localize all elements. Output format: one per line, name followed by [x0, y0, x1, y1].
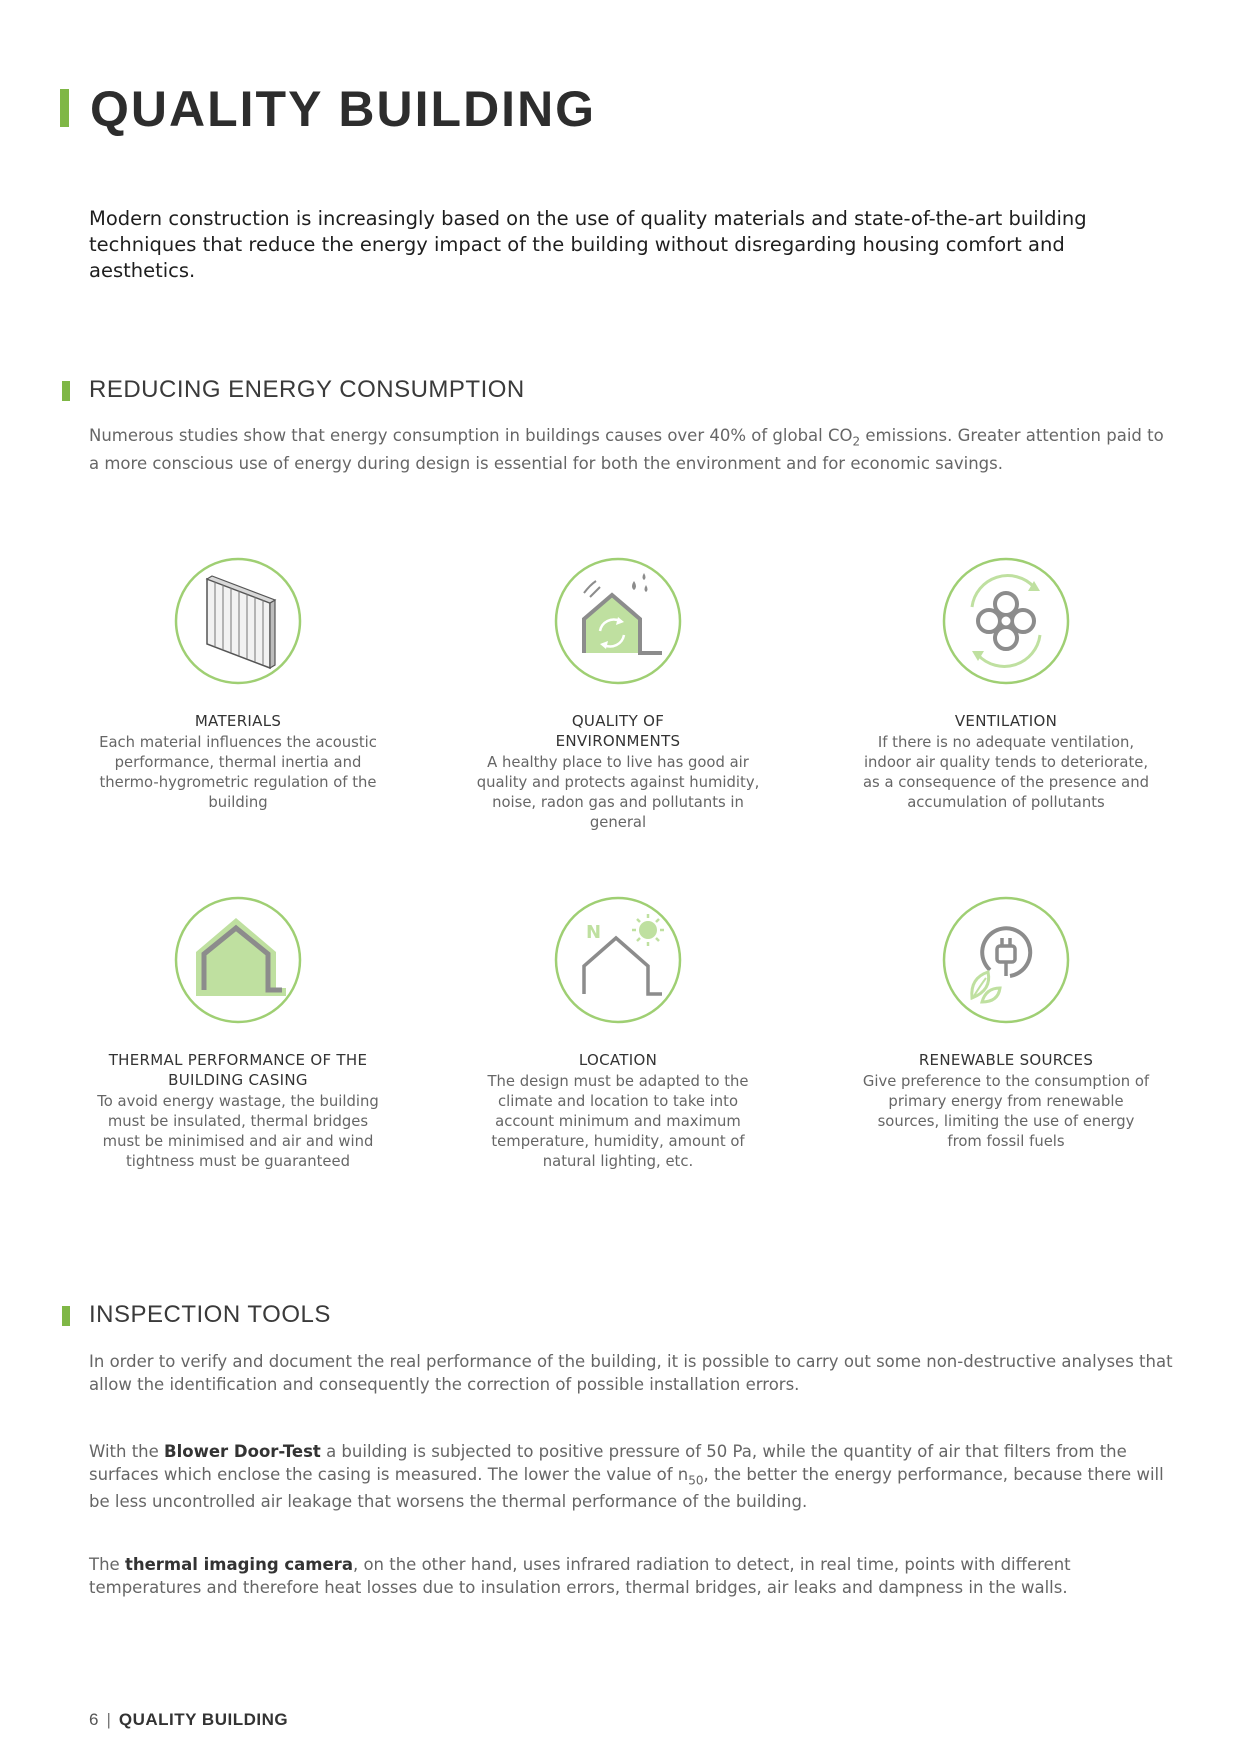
intro-paragraph: Modern construction is increasingly based on the use of quality materials and state-of-the-art building techniques that reduce the energy impact of the building without disregarding housing comfort and aesthetics.	[89, 207, 1087, 282]
inspection-paragraph-1: In order to verify and document the real performance of the building, it is possible to carry out some non-destructive analyses that allow the identification and consequently the correction of possible installation errors.	[89, 1352, 1173, 1394]
page-number: 6	[89, 1710, 99, 1729]
feature-description: Give preference to the consumption of primary energy from renewable sources, limiting the use of energy from fossil fuels	[862, 1073, 1150, 1150]
title-accent-bar	[60, 89, 69, 127]
feature-quality-of-environments	[453, 557, 783, 833]
feature-description: To avoid energy wastage, the building must be insulated, thermal bridges must be minimised and air and wind tightness must be guaranteed	[97, 1093, 379, 1170]
insulated-house-icon	[174, 896, 302, 1024]
energy-paragraph: Numerous studies show that energy consumption in buildings causes over 40% of global $CO_2$ emissions. Greater attention paid to a more conscious use of energy during design is essential for both the environment and for economic savings.	[89, 426, 1164, 473]
page-title: QUALITY BUILDING	[90, 81, 597, 137]
footer-separator: |	[106, 1710, 111, 1729]
feature-thermal-performance	[73, 896, 403, 1172]
section-accent-bar	[62, 1306, 70, 1326]
inspection-paragraph-blower-door: With the Blower Door-Test a building is subjected to positive pressure of 50 Pa, while the quantity of air that filters from the surfaces which enclose the casing is measured. The lower the value of $n_{50}$, the better the energy performance, because there will be less uncontrolled air leakage that worsens the thermal performance of the building.	[89, 1442, 1164, 1512]
section-heading-inspection: INSPECTION TOOLS	[89, 1301, 331, 1328]
house-sun-orientation-icon	[554, 896, 682, 1024]
eco-plug-icon	[942, 896, 1070, 1024]
section-accent-bar	[62, 381, 70, 401]
feature-title: VENTILATION	[954, 712, 1058, 730]
feature-renewable-sources	[841, 896, 1171, 1152]
page-footer	[89, 1710, 288, 1730]
feature-title: THERMAL PERFORMANCE OF THE BUILDING CASING	[108, 1051, 368, 1089]
inspection-paragraph-thermal-camera: The thermal imaging camera, on the other hand, uses infrared radiation to detect, in real time, points with different temperatures and therefore heat losses due to insulation errors, thermal bridges, air leaks and dampness in the walls.	[89, 1555, 1071, 1597]
radiator-panel-icon	[174, 557, 302, 685]
feature-title: LOCATION	[578, 1051, 658, 1069]
healthy-house-icon	[554, 557, 682, 685]
feature-description: If there is no adequate ventilation, indoor air quality tends to deteriorate, as a consequence of the presence and accumulation of pollutants	[862, 734, 1149, 811]
north-label: N	[586, 922, 602, 943]
section-heading-energy: REDUCING ENERGY CONSUMPTION	[89, 376, 525, 403]
feature-materials	[73, 557, 403, 813]
footer-section-title: QUALITY BUILDING	[118, 1710, 289, 1729]
feature-location	[453, 896, 783, 1172]
feature-description: The design must be adapted to the climate and location to take into account minimum and maximum temperature, humidity, amount of natural lighting, etc.	[487, 1073, 749, 1170]
fan-icon	[942, 557, 1070, 685]
feature-title: MATERIALS	[194, 712, 282, 730]
feature-title: QUALITY OF ENVIRONMENTS	[555, 712, 681, 750]
feature-description: A healthy place to live has good air quality and protects against humidity, noise, radon gas and pollutants in general	[476, 754, 760, 831]
feature-title: RENEWABLE SOURCES	[918, 1051, 1094, 1069]
feature-ventilation	[841, 557, 1171, 813]
feature-description: Each material influences the acoustic performance, thermal inertia and thermo-hygrometric regulation of the building	[99, 734, 377, 811]
